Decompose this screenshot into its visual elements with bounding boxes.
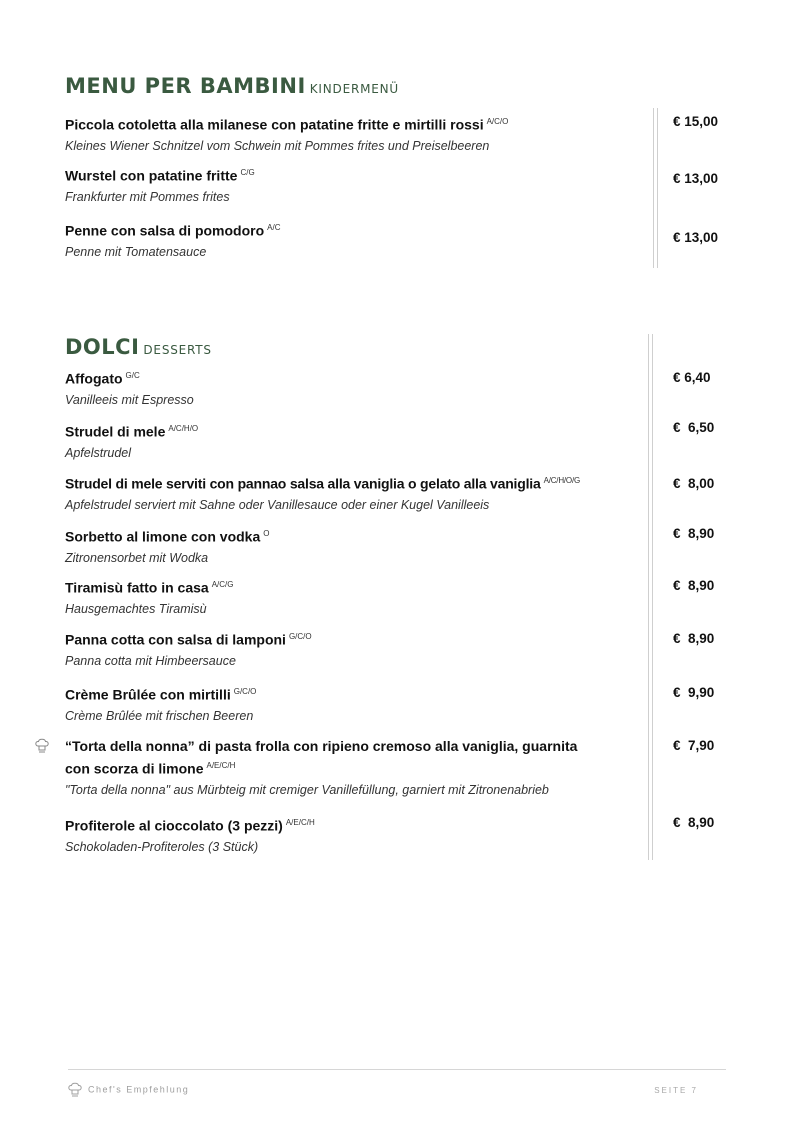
item-price: € 6,50 (673, 420, 715, 435)
section-heading: MENU PER BAMBINI (65, 74, 306, 98)
item-name: “Torta della nonna” di pasta frolla con ripieno cremoso alla vaniglia, guarnita con scorza di limone (65, 738, 578, 777)
item-price: € 15,00 (673, 114, 719, 129)
menu-item (65, 682, 585, 725)
item-name: Sorbetto al limone con vodka (65, 528, 261, 545)
menu-item (65, 524, 585, 567)
item-description: Schokoladen-Profiteroles (3 Stück) (65, 839, 259, 854)
item-name: Profiterole al cioccolato (3 pezzi) (65, 817, 283, 834)
item-description: Kleines Wiener Schnitzel vom Schwein mit Pommes frites und Preiselbeeren (65, 138, 490, 153)
item-description: Apfelstrudel serviert mit Sahne oder Vanillesauce oder einer Kugel Vanilleeis (65, 497, 490, 512)
section-subheading: KINDERMENÜ (309, 82, 400, 96)
price-divider (653, 108, 654, 268)
item-name: Penne con salsa di pomodoro (65, 222, 265, 239)
item-description: Frankfurter mit Pommes frites (65, 189, 230, 204)
item-price: € 13,00 (673, 230, 719, 245)
item-description: Vanilleeis mit Espresso (65, 392, 194, 407)
menu-item (65, 471, 625, 514)
item-name: Strudel di mele (65, 423, 166, 440)
item-name: Piccola cotoletta alla milanese con patatine fritte e mirtilli rossi (65, 116, 484, 133)
footer-divider (68, 1069, 726, 1070)
item-price: € 8,90 (673, 578, 715, 593)
section-heading: DOLCI (65, 335, 140, 359)
section-title (65, 335, 212, 359)
item-description: Penne mit Tomatensauce (65, 244, 207, 259)
item-price: € 8,90 (673, 815, 715, 830)
page-number: SEITE 7 (654, 1086, 698, 1095)
section-title (65, 74, 399, 98)
menu-item (65, 627, 585, 670)
item-name: Strudel di mele serviti con pannao salsa alla vaniglia o gelato alla vaniglia (65, 475, 541, 492)
price-divider (648, 334, 649, 860)
section-subheading: DESSERTS (143, 343, 212, 357)
item-name: Affogato (65, 370, 123, 387)
item-description: Zitronensorbet mit Wodka (65, 550, 209, 565)
item-name: Tiramisù fatto in casa (65, 579, 209, 596)
item-price: € 8,00 (673, 476, 715, 491)
chef-hat-icon (35, 738, 49, 754)
menu-item (65, 112, 585, 155)
allergen-codes: A/C/H/O (168, 424, 199, 433)
menu-item (65, 163, 585, 206)
item-name: Panna cotta con salsa di lamponi (65, 631, 286, 648)
allergen-codes: C/G (240, 168, 255, 177)
menu-item (65, 736, 585, 799)
item-price: € 13,00 (673, 171, 719, 186)
allergen-codes: G/C/O (288, 632, 312, 641)
item-description: Crème Brûlée mit frischen Beeren (65, 708, 254, 723)
menu-item (65, 419, 585, 462)
footer-legend-text: Chef's Empfehlung (88, 1084, 190, 1095)
item-description: Apfelstrudel (65, 445, 132, 460)
price-divider (657, 108, 658, 268)
item-description: "Torta della nonna" aus Mürbteig mit cremiger Vanillefüllung, garniert mit Zitronenabrieb (65, 782, 549, 797)
chef-hat-icon (68, 1082, 82, 1098)
item-description: Hausgemachtes Tiramisù (65, 601, 207, 616)
item-price: € 9,90 (673, 685, 715, 700)
allergen-codes: A/E/C/H (285, 818, 315, 827)
item-description: Panna cotta mit Himbeersauce (65, 653, 236, 668)
item-name: Wurstel con patatine fritte (65, 167, 238, 184)
menu-item (65, 813, 585, 856)
allergen-codes: O (263, 529, 270, 538)
item-price: € 8,90 (673, 526, 715, 541)
allergen-codes: A/E/C/H (206, 761, 236, 770)
footer-legend (68, 1082, 189, 1098)
allergen-codes: A/C/G (211, 580, 234, 589)
allergen-codes: G/C (125, 371, 140, 380)
item-price: € 8,90 (673, 631, 715, 646)
section-dolci (65, 334, 725, 864)
menu-item (65, 218, 585, 261)
price-divider (652, 334, 653, 860)
menu-item (65, 366, 585, 409)
item-price: € 6,40 (673, 370, 711, 385)
allergen-codes: A/C (267, 223, 281, 232)
item-price: € 7,90 (673, 738, 715, 753)
allergen-codes: G/C/O (233, 687, 257, 696)
menu-item (65, 575, 585, 618)
allergen-codes: A/C/O (486, 117, 509, 126)
allergen-codes: A/C/H/O/G (543, 476, 580, 485)
item-name: Crème Brûlée con mirtilli (65, 686, 231, 703)
section-bambini (65, 74, 725, 274)
